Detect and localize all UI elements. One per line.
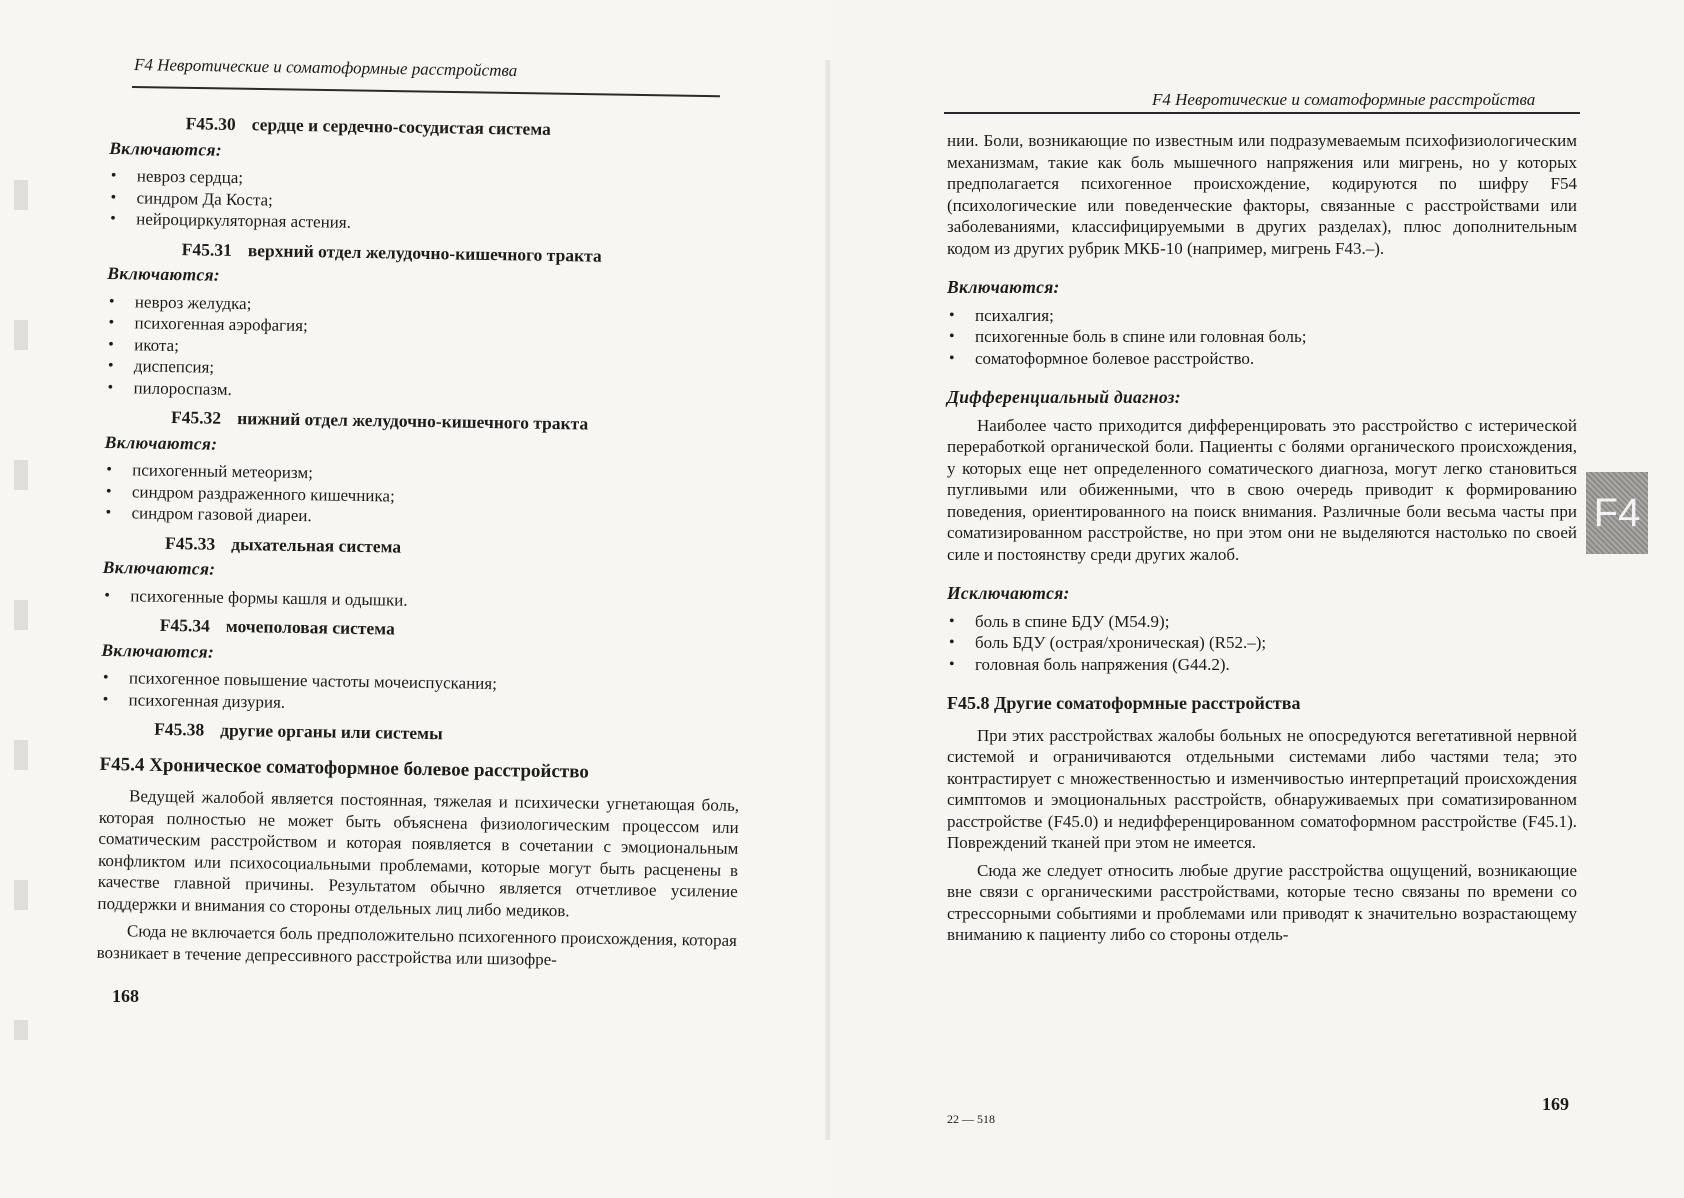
subsection-title: мочеполовая система [225,615,395,639]
subsection-heading [100,718,740,750]
list-item: • невроз желудка; [107,290,747,322]
list-item: • боль в спине БДУ (M54.9); [947,611,1577,633]
subsection-code: F45.33 [164,532,216,554]
subsection-code: F45.30 [185,113,236,134]
left-page [0,0,830,1198]
subsection-title: другие органы или системы [220,719,443,744]
paragraph: Наиболее часто приходится дифференцировать это расстройство с истерической переработкой органической боли. Пациенты с болями органического происхождения, у которых еще нет определенного соматического диагноза, могут легко становиться пугливыми или обиженными, что в свою очередь приводит к формированию поведения, ориентированного на поиск внимания. Различные боли весьма часты при соматизированном расстройстве, но при этом они не выделяются настолько по своей силе и постоянству среди других жалоб. [947,415,1577,564]
list-item: • психогенные боль в спине или головная боль; [947,326,1577,348]
includes-label: Включаются: [101,639,215,662]
list-item: • синдром Да Коста; [108,186,748,218]
subsection-f45-38 [100,718,740,750]
subsection-title: нижний отдел желудочно-кишечного тракта [237,408,589,434]
paragraph: нии. Боли, возникающие по известным или подразумеваемым психофизиологическим механизмам, такие как боль мышечного напряжения или мигрень, но у которых предполагается психогенное происхождение, кодируются по шифру F54 (психологические или поведенческие факторы, связанные с расстройствами или заболеваниями, классифицируемыми в других разделах), плюс дополнительным кодом из других рубрик МКБ-10 (например, мигрень F43.–). [947,131,1577,258]
left-header-rule [132,86,720,97]
subsection-code: F45.38 [154,718,205,740]
section-title-f45-4: F45.4 Хроническое соматоформное болевое расстройство [99,753,590,783]
includes-list [105,290,747,408]
excludes-label: Исключаются: [947,583,1070,603]
includes-label: Включаются: [947,277,1060,297]
list-item: • пилороспазм. [105,376,745,408]
subsection-title: сердце и сердечно-сосудистая система [251,114,551,139]
subsection-title: верхний отдел желудочно-кишечного тракта [247,239,602,266]
list-item: • синдром газовой диареи. [103,502,743,534]
includes-label: Включаются: [102,556,216,579]
subsection-f45-34 [100,614,741,720]
list-item: • нейроциркуляторная астения. [108,208,748,240]
subsection-f45-33 [102,531,743,616]
includes-list [103,459,744,534]
chapter-tab-f4: F4 [1586,472,1648,554]
list-item: • психогенный метеоризм; [104,459,744,491]
paragraph: При этих расстройствах жалобы больных не опосредуются вегетативной нервной системой и ограничиваются отдельными системами либо частями тела; это контрастирует с множественностью и изменчивостью интерпретаций происхождения симптомов и эмоциональных расстройств, обнаруживаемых при соматизированном расстройстве (F45.0) и недифференцированном соматоформном расстройстве (F45.1). Повреждений тканей при этом не имеется. [947,725,1577,852]
paragraph: Ведущей жалобой является постоянная, тяжелая и психически угнетающая боль, которая полностью не может быть объяснена физиологическим процессом или соматическим расстройством и которая появляется в сочетании с эмоциональным конфликтом или психосоциальными проблемами, которые могут быть расценены в качестве главной причины. Результатом обычно является отчетливое усиление поддержки и внимания со стороны отдельных лиц либо медиков. [97,786,740,920]
list-item: • синдром раздраженного кишечника; [104,480,744,512]
right-running-head: F4 Невротические и соматоформные расстройства [1152,90,1536,109]
list-item: • психогенная дизурия. [100,688,740,720]
list-item: • икота; [106,333,746,365]
list-item: • соматоформное болевое расстройство. [947,348,1577,370]
page-number-left: 168 [112,986,139,1006]
paragraph: Сюда не включается боль предположительно психогенного происхождения, которая возникает в течение депрессивного расстройства или шизофре- [96,921,738,969]
page-number-right: 169 [1542,1094,1569,1114]
list-item: • головная боль напряжения (G44.2). [947,654,1577,676]
list-item: • невроз сердца; [109,165,749,197]
scan-edge-artifacts [14,120,28,1040]
list-item: • психалгия; [947,305,1577,327]
includes-list [947,305,1577,370]
excludes-list [947,611,1577,676]
list-item: • диспепсия; [106,355,746,387]
list-item: • психогенное повышение частоты мочеиспускания; [101,667,741,699]
subsection-code: F45.31 [181,238,232,260]
list-item: • психогенные формы кашля и одышки. [102,584,742,616]
paragraph: Сюда же следует относить любые другие расстройства ощущений, возникающие вне связи с органическими расстройствами, которые тесно связаны по времени со стрессорными событиями и проблемами или приводят к значительно возрастающему вниманию к пациенту либо со стороны отдель- [947,860,1577,944]
right-page-body [947,130,1577,952]
includes-list [100,667,741,720]
includes-label: Включаются: [109,137,223,160]
differential-label: Дифференциальный диагноз: [947,387,1181,407]
subsection-f45-32 [103,406,745,534]
left-running-head: F4 Невротические и соматоформные расстройства [133,54,518,81]
left-page-body [96,104,750,979]
subsection-title: дыхательная система [231,533,402,557]
includes-label: Включаются: [104,431,218,454]
includes-list [102,584,742,616]
subsection-f45-31 [105,237,747,408]
includes-list [108,165,749,240]
subsection-code: F45.34 [159,614,211,636]
right-header-rule [944,112,1580,114]
list-item: • боль БДУ (острая/хроническая) (R52.–); [947,632,1577,654]
subsection-f45-30 [108,112,750,240]
includes-label: Включаются: [107,262,221,285]
right-page [830,0,1684,1198]
section-title-f45-8: F45.8 Другие соматоформные расстройства [947,693,1301,713]
subsection-code: F45.32 [170,406,222,428]
list-item: • психогенная аэрофагия; [106,312,746,344]
signature-mark: 22 — 518 [947,1112,995,1126]
